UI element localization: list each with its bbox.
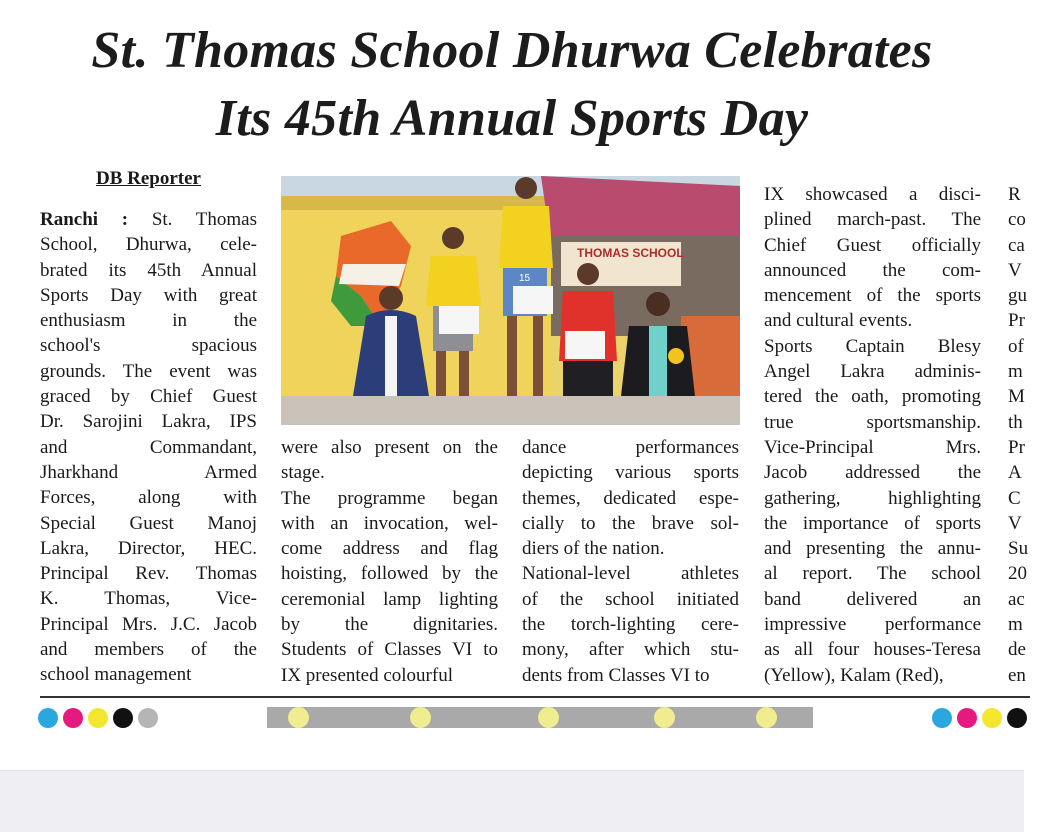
text-line: Lakra, Director, HEC. [40, 537, 257, 559]
text-line: the importance of sports [764, 512, 981, 534]
text-line: Students of Classes VI to [281, 639, 498, 661]
text-line: themes, dedicated espe- [522, 487, 739, 509]
text-line: Jacob addressed the [764, 462, 981, 484]
text-line: Sports Day with great [40, 284, 257, 306]
article-column-3 [522, 435, 739, 688]
text-line: diers of the nation. [522, 538, 665, 560]
text-line: Chief Guest officially [764, 234, 981, 256]
text-fragment: St. Thomas [151, 209, 258, 230]
text-line: and Commandant, [40, 436, 257, 458]
headline-line-1: St. Thomas School Dhurwa Celebrates [91, 22, 933, 79]
text-line: were also present on the [281, 437, 498, 458]
text-line: school management [40, 664, 192, 686]
news-photo [281, 176, 740, 425]
banner-text: THOMAS SCHOOL [577, 246, 684, 260]
text-line: 20 [1008, 563, 1027, 585]
text-line: mony, after which stu- [522, 639, 739, 661]
text-line: dents from Classes VI to [522, 664, 710, 686]
text-line: Jharkhand Armed [40, 461, 257, 483]
text-line: gu [1008, 285, 1027, 307]
text-line: Sports Captain Blesy [764, 335, 981, 357]
text-line: enthusiasm in the [40, 310, 257, 332]
text-line: (Yellow), Kalam (Red), [764, 664, 944, 686]
headline-line-2: Its 45th Annual Sports Day [215, 90, 809, 147]
text-line: m [1008, 614, 1023, 636]
text-line: A [1008, 462, 1022, 484]
viewer-background [0, 770, 1024, 832]
text-line: ceremonial lamp lighting [281, 588, 498, 610]
registration-dot [932, 708, 952, 728]
registration-dot [1007, 708, 1027, 728]
text-line: impressive performance [764, 614, 981, 636]
text-line: come address and flag [281, 538, 498, 560]
text-line: graced by Chief Guest [40, 386, 257, 408]
text-line: grounds. The event was [40, 360, 257, 382]
text-line: as all four houses-Teresa [764, 639, 981, 661]
text-line: m [1008, 361, 1023, 383]
article-column-2 [281, 435, 498, 688]
text-line: C [1008, 487, 1021, 509]
text-line: K. Thomas, Vice- [40, 588, 257, 610]
text-line: stage. [281, 462, 325, 484]
calibration-circle [288, 707, 309, 728]
byline: DB Reporter [96, 168, 201, 189]
text-line: tered the oath, promoting [764, 386, 981, 408]
registration-dot [113, 708, 133, 728]
text-line: IX presented colourful [281, 664, 453, 686]
article-column-5-partial [1008, 182, 1048, 688]
text-line: National-level athletes [522, 563, 739, 585]
calibration-circle [538, 707, 559, 728]
text-line: the torch-lighting cere- [522, 614, 739, 636]
text-line: and cultural events. [764, 310, 913, 332]
text-line: co [1008, 209, 1026, 231]
text-line: V [1008, 259, 1022, 281]
text-line: th [1008, 411, 1023, 433]
text-line: Su [1008, 538, 1029, 560]
text-line: by the dignitaries. [281, 614, 498, 636]
text-line: ac [1008, 588, 1025, 610]
text-line: de [1008, 639, 1026, 661]
text-line: hoisting, followed by the [281, 563, 498, 585]
registration-dot [138, 708, 158, 728]
article-column-1 [40, 207, 257, 688]
text-line: brated its 45th Annual [40, 259, 257, 281]
text-line: en [1008, 664, 1026, 686]
text-line: Forces, along with [40, 487, 257, 509]
text-line: The programme began [281, 487, 498, 509]
text-line: Dr. Sarojini Lakra, IPS [40, 411, 257, 433]
calibration-circle [410, 707, 431, 728]
text-line: true sportsmanship. [764, 411, 981, 433]
text-line: Pr [1008, 310, 1025, 332]
text-line: plined march-past. The [764, 209, 981, 231]
text-line: Pr [1008, 436, 1025, 458]
dateline: Ranchi : [40, 209, 129, 230]
registration-dot [957, 708, 977, 728]
registration-dot [63, 708, 83, 728]
bottom-rule [40, 696, 1030, 698]
text-line: of [1008, 335, 1024, 357]
text-line: cially to the brave sol- [522, 512, 739, 534]
text-line: with an invocation, wel- [281, 512, 498, 534]
registration-dot [38, 708, 58, 728]
color-calibration-bar [267, 707, 813, 728]
text-line: of the school initiated [522, 588, 739, 610]
text-line: ca [1008, 234, 1025, 256]
calibration-circle [756, 707, 777, 728]
text-line: and presenting the annu- [764, 538, 981, 560]
text-line: Principal Rev. Thomas [40, 563, 257, 585]
text-line: Special Guest Manoj [40, 512, 257, 534]
text-line: IX showcased a disci- [764, 184, 981, 205]
text-line: depicting various sports [522, 462, 739, 484]
text-line: gathering, highlighting [764, 487, 981, 509]
text-line: school's spacious [40, 335, 257, 357]
text-line: Angel Lakra adminis- [764, 361, 981, 383]
text-line: Principal Mrs. J.C. Jacob [40, 613, 257, 635]
text-line: V [1008, 512, 1022, 534]
jersey-number: 15 [519, 273, 531, 284]
text-line: al report. The school [764, 563, 981, 585]
text-line: School, Dhurwa, cele- [40, 234, 257, 256]
text-line: R [1008, 184, 1021, 205]
registration-dot [88, 708, 108, 728]
calibration-circle [654, 707, 675, 728]
text-line: Vice-Principal Mrs. [764, 436, 981, 458]
text-line [40, 207, 257, 232]
text-line: dance performances [522, 437, 739, 458]
registration-dot [982, 708, 1002, 728]
text-line: M [1008, 386, 1025, 408]
article-column-4 [764, 182, 981, 688]
text-line: mencement of the sports [764, 285, 981, 307]
text-line: and members of the [40, 639, 257, 661]
text-line: band delivered an [764, 588, 981, 610]
text-line: announced the com- [764, 259, 981, 281]
